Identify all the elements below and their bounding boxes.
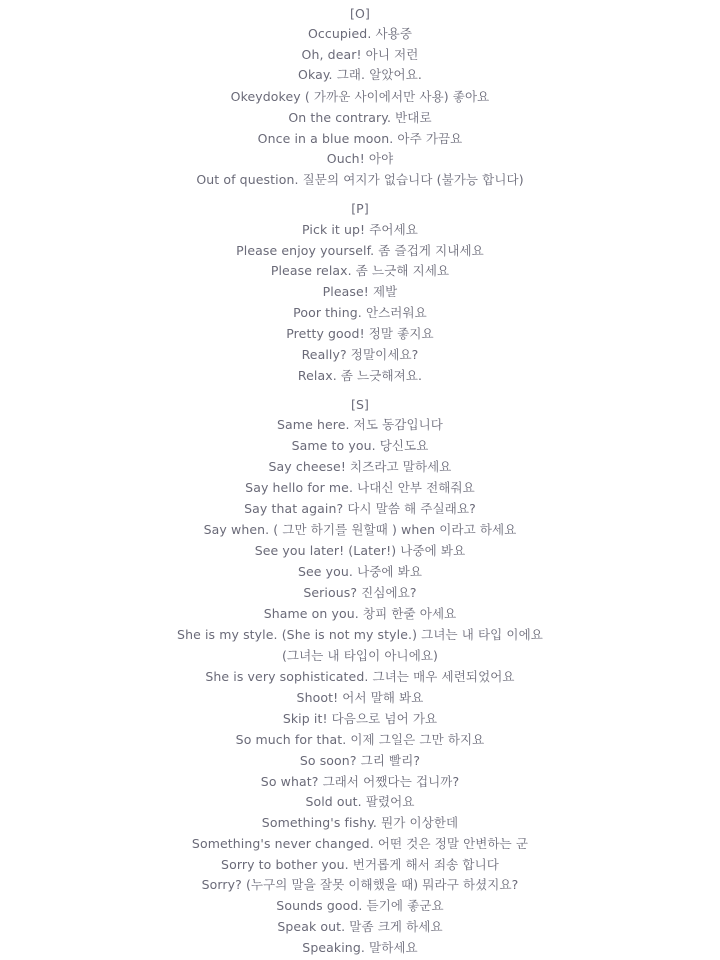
section-header-p: [P] xyxy=(351,201,369,216)
phrase-item: Say cheese! 치즈라고 말하세요 xyxy=(268,459,452,474)
phrase-item: Same here. 저도 동감입니다 xyxy=(277,417,443,432)
phrase-item: Okeydokey ( 가까운 사이에서만 사용) 좋아요 xyxy=(230,89,490,104)
phrase-item: Please! 제발 xyxy=(322,284,398,299)
phrase-item: Out of question. 질문의 여지가 없습니다 (불가능 합니다) xyxy=(196,172,524,187)
section-header-s: [S] xyxy=(351,397,369,412)
phrase-item: Same to you. 당신도요 xyxy=(291,438,429,453)
phrase-item: Relax. 좀 느긋해져요. xyxy=(297,368,423,383)
phrase-item: Shoot! 어서 말해 봐요 xyxy=(296,690,424,705)
phrase-item: Ouch! 아야 xyxy=(326,151,394,166)
phrase-item: Pick it up! 주어세요 xyxy=(302,222,418,237)
section-header-o: [O] xyxy=(350,6,370,21)
phrase-item: Shame on you. 창피 한줄 아세요 xyxy=(263,606,457,621)
phrase-item: (그녀는 내 타입이 아니에요) xyxy=(281,648,439,663)
phrase-item: She is my style. (She is not my style.) 그녀는 내 타입 이에요 xyxy=(177,627,543,642)
phrase-item: Say when. ( 그만 하기를 원할때 ) when 이라고 하세요 xyxy=(203,522,517,537)
phrase-item: Sorry to bother you. 번거롭게 해서 죄송 합니다 xyxy=(221,857,499,872)
phrase-item: Serious? 진심에요? xyxy=(303,585,417,600)
phrase-item: Speaking. 말하세요 xyxy=(302,940,418,955)
phrase-item: Something's never changed. 어떤 것은 정말 안변하는 군 xyxy=(191,836,529,851)
phrase-item: Say that again? 다시 말씀 해 주실래요? xyxy=(244,501,476,516)
phrase-item: Oh, dear! 아니 저런 xyxy=(301,47,419,62)
phrase-item: Once in a blue moon. 아주 가끔요 xyxy=(257,131,463,146)
phrase-item: So much for that. 이제 그일은 그만 하지요 xyxy=(235,732,485,747)
phrase-item: See you. 나중에 봐요 xyxy=(297,564,423,579)
phrase-item: Say hello for me. 나대신 안부 전해줘요 xyxy=(245,480,475,495)
phrase-item: Okay. 그래. 알았어요. xyxy=(298,67,422,82)
phrase-item: Something's fishy. 뭔가 이상한데 xyxy=(261,815,459,830)
phrase-item: She is very sophisticated. 그녀는 매우 세련되었어요 xyxy=(205,669,515,684)
phrase-item: Poor thing. 안스러워요 xyxy=(293,305,427,320)
phrase-item: Sold out. 팔렸어요 xyxy=(305,794,415,809)
phrase-item: Speak out. 말좀 크게 하세요 xyxy=(277,919,443,934)
phrase-item: Please enjoy yourself. 좀 즐겁게 지내세요 xyxy=(236,243,484,258)
phrase-item: Pretty good! 정말 좋지요 xyxy=(286,326,434,341)
phrase-item: So what? 그래서 어쨌다는 겁니까? xyxy=(260,774,460,789)
phrase-item: So soon? 그리 빨리? xyxy=(299,753,421,768)
phrase-item: See you later! (Later!) 나중에 봐요 xyxy=(254,543,466,558)
phrase-item: Occupied. 사용중 xyxy=(307,26,412,41)
phrase-item: Skip it! 다음으로 넘어 가요 xyxy=(282,711,438,726)
phrase-item: Really? 정말이세요? xyxy=(301,347,419,362)
phrase-item: Sounds good. 듣기에 좋군요 xyxy=(276,898,444,913)
phrase-item: On the contrary. 반대로 xyxy=(288,110,432,125)
phrase-item: Please relax. 좀 느긋해 지세요 xyxy=(270,263,450,278)
phrase-item: Sorry? (누구의 말을 잘못 이해했을 때) 뭐라구 하셨지요? xyxy=(201,877,519,892)
